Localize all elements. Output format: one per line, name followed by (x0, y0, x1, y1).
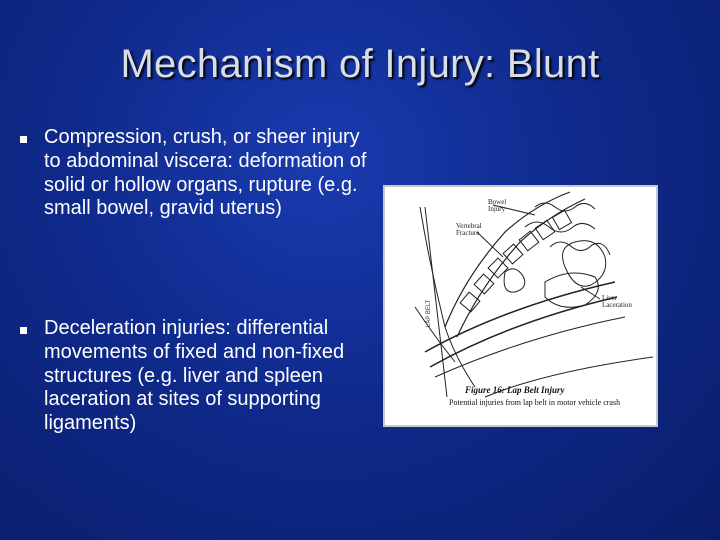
figure-subcaption: Potential injuries from lap belt in motor vehicle crash (449, 398, 621, 407)
bullet-marker-icon (20, 327, 27, 334)
lap-belt-injury-figure (383, 185, 658, 427)
slide-title: Mechanism of Injury: Blunt (120, 42, 600, 86)
bullet-text: Compression, crush, or sheer injury to abdominal viscera: deformation of solid or hollow organs, rupture (e.g. small bowel, gravid uterus) (44, 126, 367, 220)
vertebral-fracture-label: Vertebral Fracture (456, 222, 482, 237)
liver-laceration-label: Liver Laceration (602, 294, 632, 309)
bullet-marker-icon (20, 136, 27, 143)
bowel-injury-label: Bowel Injury (488, 198, 507, 213)
bullet-text: Deceleration injuries: differential movements of fixed and non-fixed structures (e.g. liver and spleen laceration at sites of supporting ligaments) (44, 317, 345, 435)
figure-caption: Figure 16: Lap Belt Injury (465, 385, 565, 395)
vertical-figure-label: LAP BELT (426, 299, 432, 327)
